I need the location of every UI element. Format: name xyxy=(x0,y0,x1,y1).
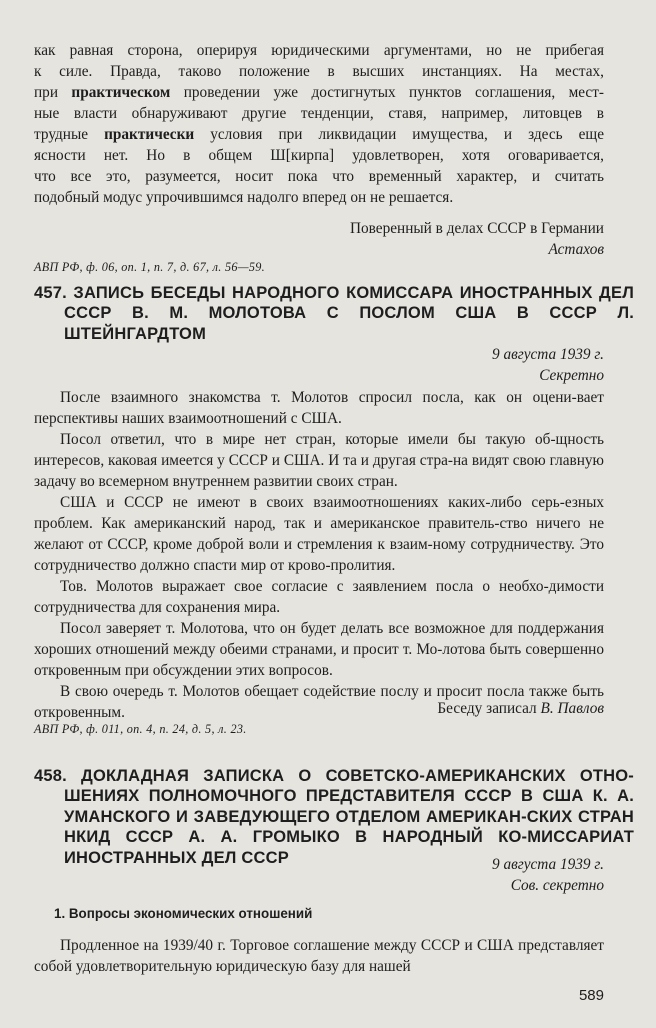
intro-line: к силе. Правда, таково положение в высших инстанциях. На местах, xyxy=(34,63,604,80)
body-paragraph: После взаимного знакомства т. Молотов спросил посла, как он оцени-вает перспективы наших взаимоотношений с США. xyxy=(34,389,604,427)
page-number: 589 xyxy=(578,987,604,1004)
body-paragraph: Продленное на 1939/40 г. Торговое соглашение между СССР и США представляет собой удовлетворительную юридическую базу для нашей xyxy=(34,937,604,975)
document-body-458 xyxy=(34,935,604,977)
intro-line: ясности нет. Но в общем Ш[кирпа] удовлетворен, хотя оговаривается, xyxy=(34,147,604,164)
section-subheading: 1. Вопросы экономических отношений xyxy=(54,906,313,921)
document-heading-458: 458. ДОКЛАДНАЯ ЗАПИСКА О СОВЕТСКО-АМЕРИКАНСКИХ ОТНО-ШЕНИЯХ ПОЛНОМОЧНОГО ПРЕДСТАВИТЕЛЯ СССР В США К. А. УМАНСКОГО И ЗАВЕДУЮЩЕГО ОТДЕЛОМ АМЕРИКАН-СКИХ СТРАН НКИД СССР А. А. ГРОМЫКО В НАРОДНЫЙ КО-МИССАРИАТ ИНОСТРАННЫХ ДЕЛ СССР xyxy=(34,767,634,867)
intro-line: подобный модус упрочившимся надолго вперед он не решается. xyxy=(34,189,454,206)
recorder-name: В. Павлов xyxy=(540,700,604,717)
intro-emphasis: практическом xyxy=(71,84,171,101)
document-body-457 xyxy=(34,387,604,723)
intro-text: условия при ликвидации имущества, и здесь еще xyxy=(194,126,604,143)
intro-emphasis: практически xyxy=(104,126,195,143)
intro-text: трудные xyxy=(34,126,105,143)
intro-text: при xyxy=(34,84,72,101)
document-heading-457: 457. ЗАПИСЬ БЕСЕДЫ НАРОДНОГО КОМИССАРА ИНОСТРАННЫХ ДЕЛ СССР В. М. МОЛОТОВА С ПОСЛОМ США В СССР Л. ШТЕЙНГАРДТОМ xyxy=(34,284,634,343)
intro-text: проведении уже достигнутых пунктов соглашения, мест- xyxy=(170,84,604,101)
recorder-line xyxy=(34,698,604,719)
body-paragraph: Тов. Молотов выражает свое согласие с заявлением посла о необхо-димости сотрудничества для сохранения мира. xyxy=(34,578,604,616)
body-paragraph: США и СССР не имеют в своих взаимоотношениях каких-либо серь-езных проблем. Как американский народ, так и американское правитель-ство ничего не желают от СССР, кроме доброй воли и стремления к взаим-ному сотрудничеству. Это сотрудничество должно спасти мир от крово-пролития. xyxy=(34,494,604,574)
signature-name: Астахов xyxy=(548,241,604,258)
document-date-block xyxy=(34,854,604,896)
intro-line: ные власти обнаруживают другие тенденции, ставя, например, литовцев в xyxy=(34,105,604,122)
intro-paragraph xyxy=(34,40,604,208)
intro-line: как равная сторона, оперируя юридическими аргументами, но не прибегая xyxy=(34,42,604,59)
document-date: 9 августа 1939 г. xyxy=(491,346,604,363)
intro-line xyxy=(34,82,604,103)
document-date-block xyxy=(34,344,604,386)
archive-source: АВП РФ, ф. 06, оп. 1, п. 7, д. 67, л. 56—59. xyxy=(34,260,266,274)
document-classification: Секретно xyxy=(539,367,604,384)
signature-block xyxy=(34,218,604,260)
body-paragraph: Посол ответил, что в мире нет стран, которые имели бы такую об-щность интересов, каковая имеется у СССР и США. И та и другая стра-на видят свою главную задачу во всемерном внутреннем развитии своих стран. xyxy=(34,431,604,490)
document-date: 9 августа 1939 г. xyxy=(491,856,604,873)
archive-source: АВП РФ, ф. 011, оп. 4, п. 24, д. 5, л. 23. xyxy=(34,722,247,736)
signature-title: Поверенный в делах СССР в Германии xyxy=(349,220,604,237)
intro-line: что все это, разумеется, носит пока что временный характер, и считать xyxy=(34,168,604,185)
body-paragraph: Посол заверяет т. Молотова, что он будет делать все возможное для поддержания хороших отношений между обеими странами, и просит т. Мо-лотова быть совершенно откровенным при обсуждении этих вопросов. xyxy=(34,620,604,679)
body-paragraph: В свою очередь т. Молотов обещает содействие послу и просит посла также быть откровенным. xyxy=(34,683,604,721)
document-classification: Сов. секретно xyxy=(510,877,604,894)
intro-line xyxy=(34,124,604,145)
recorder-label: Беседу записал xyxy=(437,700,541,717)
